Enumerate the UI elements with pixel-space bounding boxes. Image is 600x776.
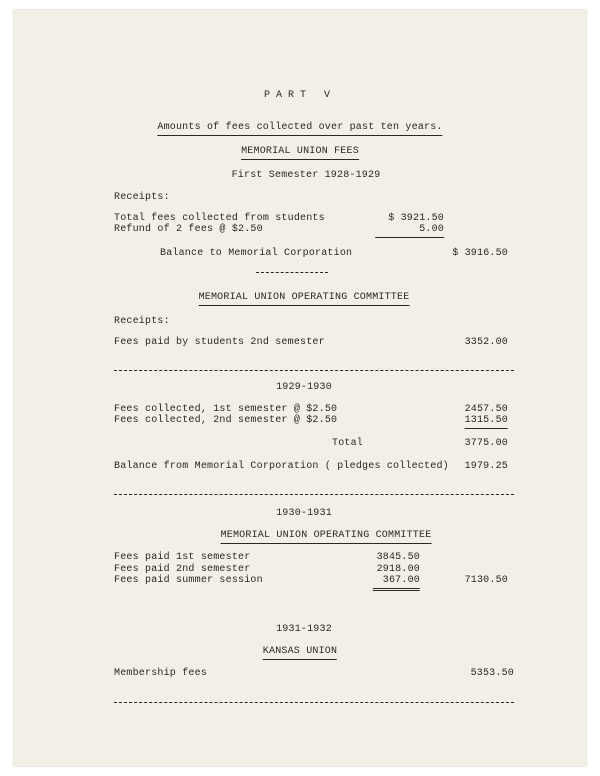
- section4-line1-label: Fees paid 1st semester: [114, 552, 251, 563]
- section4-line2-label: Fees paid 2nd semester: [114, 564, 251, 575]
- section1-line1-label: Total fees collected from students: [114, 213, 325, 224]
- document-page: [14, 10, 586, 766]
- section2-line1-amount: 3352.00: [464, 337, 508, 348]
- section3-total-label: Total: [332, 438, 364, 449]
- section4-line1-amount: 3845.50: [376, 552, 420, 563]
- section3-balance-label: Balance from Memorial Corporation ( pledges collected): [114, 461, 449, 472]
- section5-year: 1931-1932: [276, 624, 332, 635]
- short-divider: [256, 272, 328, 273]
- section4-line2-amount: 2918.00: [376, 564, 420, 575]
- section5-line1-amount: 5353.50: [470, 668, 514, 679]
- section3-balance-amount: 1979.25: [464, 461, 508, 472]
- section1-title: MEMORIAL UNION FEES: [241, 146, 359, 160]
- section-divider: [114, 494, 514, 495]
- section2-receipts-label: Receipts:: [114, 316, 170, 327]
- section5-line1-label: Membership fees: [114, 668, 208, 679]
- section2-line1-label: Fees paid by students 2nd semester: [114, 337, 325, 348]
- section4-total-amount: 7130.50: [464, 575, 508, 586]
- section2-title: MEMORIAL UNION OPERATING COMMITTEE: [199, 292, 410, 306]
- section1-balance-label: Balance to Memorial Corporation: [160, 248, 353, 259]
- section1-subtitle: First Semester 1928-1929: [231, 170, 381, 181]
- section4-line3-label: Fees paid summer session: [114, 575, 263, 586]
- section1-balance-amount: $ 3916.50: [452, 248, 508, 259]
- section1-receipts-label: Receipts:: [114, 192, 170, 203]
- section-divider: [114, 702, 514, 703]
- section3-line2-label: Fees collected, 2nd semester @ $2.50: [114, 415, 338, 426]
- intro-line: Amounts of fees collected over past ten years.: [157, 122, 442, 136]
- section1-line2-label: Refund of 2 fees @ $2.50: [114, 224, 263, 235]
- section3-line2-amount: 1315.50: [465, 415, 508, 429]
- section3-year: 1929-1930: [276, 382, 332, 393]
- section1-line1-amount: $ 3921.50: [388, 213, 444, 224]
- section3-total-amount: 3775.00: [464, 438, 508, 449]
- section3-line1-amount: 2457.50: [464, 404, 508, 415]
- section1-line2-amount: 5.00: [375, 224, 444, 238]
- section5-title: KANSAS UNION: [263, 646, 337, 660]
- section4-line3-amount: 367.00: [373, 575, 420, 591]
- section4-title: MEMORIAL UNION OPERATING COMMITTEE: [221, 530, 432, 544]
- part-heading: PART V: [263, 90, 337, 101]
- section3-line1-label: Fees collected, 1st semester @ $2.50: [114, 404, 338, 415]
- section4-year: 1930-1931: [276, 508, 332, 519]
- section-divider: [114, 370, 514, 371]
